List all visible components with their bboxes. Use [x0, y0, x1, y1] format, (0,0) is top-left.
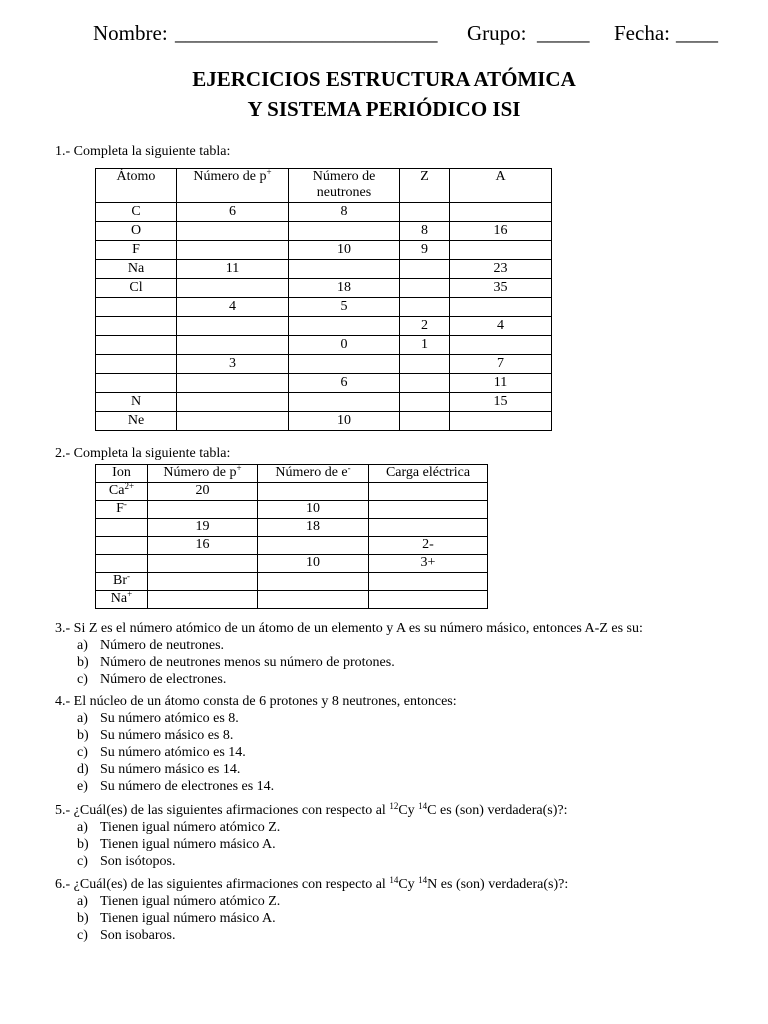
- atom-table-cell[interactable]: [96, 374, 177, 393]
- atom-table-row: [96, 412, 552, 431]
- atom-table-cell[interactable]: [289, 317, 400, 336]
- question-1-label: 1.- Completa la siguiente tabla:: [55, 144, 231, 159]
- grupo-blank[interactable]: _____: [537, 21, 590, 45]
- answer-option[interactable]: [55, 744, 457, 761]
- ion-table-cell: 20: [148, 483, 258, 501]
- atom-table-cell[interactable]: [96, 336, 177, 355]
- atom-table-cell[interactable]: [177, 241, 289, 260]
- atom-table-cell[interactable]: [400, 374, 450, 393]
- header-superscript: +: [266, 168, 272, 177]
- atom-table-header-cell: [289, 169, 400, 203]
- ion-table-row: [96, 555, 488, 573]
- atom-table-cell: 2: [400, 317, 450, 336]
- header-text: Número de neutrones: [312, 169, 376, 200]
- header-superscript: -: [347, 464, 351, 473]
- question-stem: 3.- Si Z es el número atómico de un átomo de un elemento y A es su número másico, entonces A-Z es su:: [55, 621, 643, 636]
- atom-table-cell: 35: [450, 279, 552, 298]
- atom-table-cell[interactable]: [96, 298, 177, 317]
- question-4: [55, 693, 457, 795]
- option-text: Su número atómico es 14.: [100, 745, 246, 760]
- question-6: [55, 876, 568, 944]
- ion-table-cell: 16: [148, 537, 258, 555]
- stem-text: N es (son) verdadera(s)?:: [427, 877, 569, 892]
- atom-table-cell[interactable]: [177, 336, 289, 355]
- answer-option[interactable]: [55, 853, 568, 870]
- atom-table-cell[interactable]: [177, 279, 289, 298]
- header-text: Número de p: [163, 465, 237, 480]
- fecha-blank[interactable]: ____: [676, 21, 718, 45]
- atom-table-cell[interactable]: [96, 317, 177, 336]
- stem-text: Cy: [398, 877, 419, 892]
- atom-table-header-row: [96, 169, 552, 203]
- atom-table-cell: 5: [289, 298, 400, 317]
- nombre-blank[interactable]: _________________________: [175, 21, 438, 45]
- question-5: [55, 802, 568, 870]
- atom-table-header-cell: [400, 169, 450, 203]
- ion-table-cell: 19: [148, 519, 258, 537]
- ion-table-header-cell: [258, 465, 369, 483]
- atom-table-cell: C: [96, 203, 177, 222]
- atom-table-cell[interactable]: [450, 203, 552, 222]
- atom-table-cell: 18: [289, 279, 400, 298]
- atom-table-cell: 8: [289, 203, 400, 222]
- question-stem: [55, 876, 568, 893]
- answer-option[interactable]: [55, 893, 568, 910]
- atom-table-header-cell: [177, 169, 289, 203]
- atom-table-row: [96, 241, 552, 260]
- option-letter: a): [77, 711, 88, 726]
- atom-table: [95, 168, 552, 431]
- atom-table-cell[interactable]: [450, 298, 552, 317]
- atom-table-cell: 4: [450, 317, 552, 336]
- question-3: [55, 620, 643, 688]
- atom-table-cell: 11: [450, 374, 552, 393]
- atom-table-cell: 15: [450, 393, 552, 412]
- ion-symbol-cell: [96, 573, 148, 591]
- ion-table-cell: 3+: [369, 555, 488, 573]
- option-letter: a): [77, 894, 88, 909]
- question-stem: [55, 802, 568, 819]
- option-letter: a): [77, 638, 88, 653]
- header-text: Ion: [112, 465, 131, 480]
- atom-table-row: [96, 317, 552, 336]
- answer-option[interactable]: [55, 710, 457, 727]
- atom-table-header-cell: [96, 169, 177, 203]
- option-letter: c): [77, 854, 88, 869]
- ion-table-row: [96, 483, 488, 501]
- answer-option[interactable]: [55, 927, 568, 944]
- atom-table-cell[interactable]: [96, 355, 177, 374]
- atom-table-cell[interactable]: [289, 260, 400, 279]
- atom-table-row: [96, 298, 552, 317]
- atom-table-row: [96, 222, 552, 241]
- answer-option[interactable]: [55, 910, 568, 927]
- option-letter: c): [77, 745, 88, 760]
- atom-table-cell: O: [96, 222, 177, 241]
- ion-table-cell[interactable]: [258, 483, 369, 501]
- ion-table-cell[interactable]: [258, 573, 369, 591]
- option-text: Su número másico es 14.: [100, 762, 241, 777]
- ion-table-cell: 10: [258, 501, 369, 519]
- option-text: Tienen igual número atómico Z.: [100, 820, 281, 835]
- atom-table-cell[interactable]: [177, 412, 289, 431]
- ion-table-cell[interactable]: [148, 591, 258, 609]
- ion-table-cell[interactable]: [369, 591, 488, 609]
- atom-table-cell[interactable]: [177, 317, 289, 336]
- option-letter: e): [77, 779, 88, 794]
- ion-table-row: [96, 519, 488, 537]
- header-text: Átomo: [116, 169, 156, 184]
- fecha-label: Fecha:: [614, 21, 670, 45]
- atom-table-row: [96, 260, 552, 279]
- answer-option[interactable]: [55, 778, 457, 795]
- header-superscript: +: [236, 464, 242, 473]
- ion-table-row: [96, 537, 488, 555]
- atom-table-cell[interactable]: [177, 222, 289, 241]
- atom-table-cell: 6: [177, 203, 289, 222]
- ion-table-cell[interactable]: [369, 519, 488, 537]
- stem-text: 5.- ¿Cuál(es) de las siguientes afirmaciones con respecto al: [55, 803, 390, 818]
- option-text: Tienen igual número másico A.: [100, 911, 276, 926]
- atom-table-cell: 8: [400, 222, 450, 241]
- option-text: Número de electrones.: [100, 672, 227, 687]
- option-text: Tienen igual número másico A.: [100, 837, 276, 852]
- answer-option[interactable]: [55, 761, 457, 778]
- atom-table-cell: N: [96, 393, 177, 412]
- stem-text: Cy: [398, 803, 419, 818]
- atom-table-cell: F: [96, 241, 177, 260]
- ion-table-header-row: [96, 465, 488, 483]
- mass-number: 14: [418, 801, 428, 811]
- option-text: Tienen igual número atómico Z.: [100, 894, 281, 909]
- atom-table-cell[interactable]: [400, 279, 450, 298]
- ion-table-header-cell: [369, 465, 488, 483]
- nombre-label: Nombre:: [93, 21, 168, 45]
- header-text: A: [495, 169, 506, 184]
- mass-number: 14: [389, 875, 399, 885]
- atom-table-row: [96, 203, 552, 222]
- ion-table-row: [96, 573, 488, 591]
- ion-charge: +: [127, 590, 133, 599]
- answer-option[interactable]: [55, 819, 568, 836]
- header-text: Número de p: [193, 169, 267, 184]
- mass-number: 12: [389, 801, 399, 811]
- atom-table-cell[interactable]: [450, 412, 552, 431]
- worksheet-title-line-2: Y SISTEMA PERIÓDICO ISI: [247, 97, 521, 121]
- grupo-label: Grupo:: [467, 21, 527, 45]
- question-stem: 4.- El núcleo de un átomo consta de 6 protones y 8 neutrones, entonces:: [55, 694, 457, 709]
- answer-option[interactable]: [55, 671, 643, 688]
- atom-table-cell: 16: [450, 222, 552, 241]
- ion-table-row: [96, 501, 488, 519]
- atom-table-cell[interactable]: [289, 393, 400, 412]
- stem-text: C es (son) verdadera(s)?:: [427, 803, 568, 818]
- ion-table-cell[interactable]: [148, 501, 258, 519]
- atom-table-cell: 11: [177, 260, 289, 279]
- answer-option[interactable]: [55, 654, 643, 671]
- ion-table-cell: 2-: [369, 537, 488, 555]
- ion-table-cell[interactable]: [369, 573, 488, 591]
- ion-table-cell[interactable]: [258, 537, 369, 555]
- atom-table-cell[interactable]: [400, 298, 450, 317]
- atom-table-cell: 10: [289, 412, 400, 431]
- atom-table-header-cell: [450, 169, 552, 203]
- ion-charge: -: [123, 500, 127, 509]
- atom-table-cell[interactable]: [400, 393, 450, 412]
- ion-table-cell: 10: [258, 555, 369, 573]
- atom-table-cell[interactable]: [400, 355, 450, 374]
- answer-option[interactable]: [55, 637, 643, 654]
- atom-table-cell[interactable]: [400, 412, 450, 431]
- option-text: Número de neutrones.: [100, 638, 225, 653]
- atom-table-row: [96, 355, 552, 374]
- atom-table-cell: 1: [400, 336, 450, 355]
- ion-table-cell[interactable]: [96, 537, 148, 555]
- option-text: Número de neutrones menos su número de protones.: [100, 655, 395, 670]
- atom-table-cell: 9: [400, 241, 450, 260]
- atom-table-cell: 10: [289, 241, 400, 260]
- ion-table-cell[interactable]: [148, 573, 258, 591]
- atom-table-row: [96, 279, 552, 298]
- ion-table-cell[interactable]: [369, 501, 488, 519]
- mass-number: 14: [418, 875, 428, 885]
- atom-table-cell[interactable]: [450, 241, 552, 260]
- question-2-label: 2.- Completa la siguiente tabla:: [55, 446, 231, 461]
- answer-option[interactable]: [55, 836, 568, 853]
- atom-table-row: [96, 336, 552, 355]
- ion-table-header-cell: [96, 465, 148, 483]
- ion-symbol: Ca: [108, 483, 125, 498]
- ion-table-cell[interactable]: [96, 519, 148, 537]
- option-letter: b): [77, 728, 89, 743]
- ion-table-header-cell: [148, 465, 258, 483]
- option-letter: d): [77, 762, 89, 777]
- ion-table: [95, 464, 488, 609]
- header-text: Número de e: [275, 465, 348, 480]
- ion-table-cell: 18: [258, 519, 369, 537]
- ion-charge: 2+: [124, 482, 135, 491]
- ion-table-cell[interactable]: [369, 483, 488, 501]
- atom-table-cell: Cl: [96, 279, 177, 298]
- atom-table-cell[interactable]: [289, 222, 400, 241]
- option-letter: b): [77, 911, 89, 926]
- ion-table-cell[interactable]: [148, 555, 258, 573]
- ion-table-cell[interactable]: [96, 555, 148, 573]
- stem-text: 6.- ¿Cuál(es) de las siguientes afirmaciones con respecto al: [55, 877, 390, 892]
- ion-symbol: F: [116, 501, 124, 516]
- ion-charge: -: [127, 572, 130, 581]
- option-letter: a): [77, 820, 88, 835]
- answer-option[interactable]: [55, 727, 457, 744]
- ion-symbol: Na: [110, 591, 128, 606]
- option-text: Son isótopos.: [100, 854, 176, 869]
- atom-table-cell[interactable]: [400, 203, 450, 222]
- worksheet-title-line-1: EJERCICIOS ESTRUCTURA ATÓMICA: [192, 67, 576, 91]
- ion-symbol: Br: [113, 573, 127, 588]
- atom-table-cell[interactable]: [450, 336, 552, 355]
- atom-table-cell: 23: [450, 260, 552, 279]
- option-text: Son isobaros.: [100, 928, 176, 943]
- atom-table-row: [96, 374, 552, 393]
- option-letter: c): [77, 928, 88, 943]
- ion-symbol-cell: [96, 501, 148, 519]
- atom-table-cell: 0: [289, 336, 400, 355]
- option-text: Su número de electrones es 14.: [100, 779, 275, 794]
- header-text: Z: [420, 169, 429, 184]
- header-text: Carga eléctrica: [385, 465, 471, 480]
- ion-table-cell[interactable]: [258, 591, 369, 609]
- atom-table-cell[interactable]: [400, 260, 450, 279]
- atom-table-cell: 3: [177, 355, 289, 374]
- atom-table-cell: 6: [289, 374, 400, 393]
- atom-table-cell: Na: [96, 260, 177, 279]
- ion-symbol-cell: [96, 483, 148, 501]
- atom-table-cell: 4: [177, 298, 289, 317]
- atom-table-cell[interactable]: [177, 374, 289, 393]
- atom-table-row: [96, 393, 552, 412]
- ion-symbol-cell: [96, 591, 148, 609]
- atom-table-cell[interactable]: [289, 355, 400, 374]
- option-letter: b): [77, 837, 89, 852]
- option-text: Su número másico es 8.: [100, 728, 234, 743]
- atom-table-cell: Ne: [96, 412, 177, 431]
- option-text: Su número atómico es 8.: [100, 711, 239, 726]
- ion-table-row: [96, 591, 488, 609]
- atom-table-cell[interactable]: [177, 393, 289, 412]
- option-letter: b): [77, 655, 89, 670]
- atom-table-cell: 7: [450, 355, 552, 374]
- option-letter: c): [77, 672, 88, 687]
